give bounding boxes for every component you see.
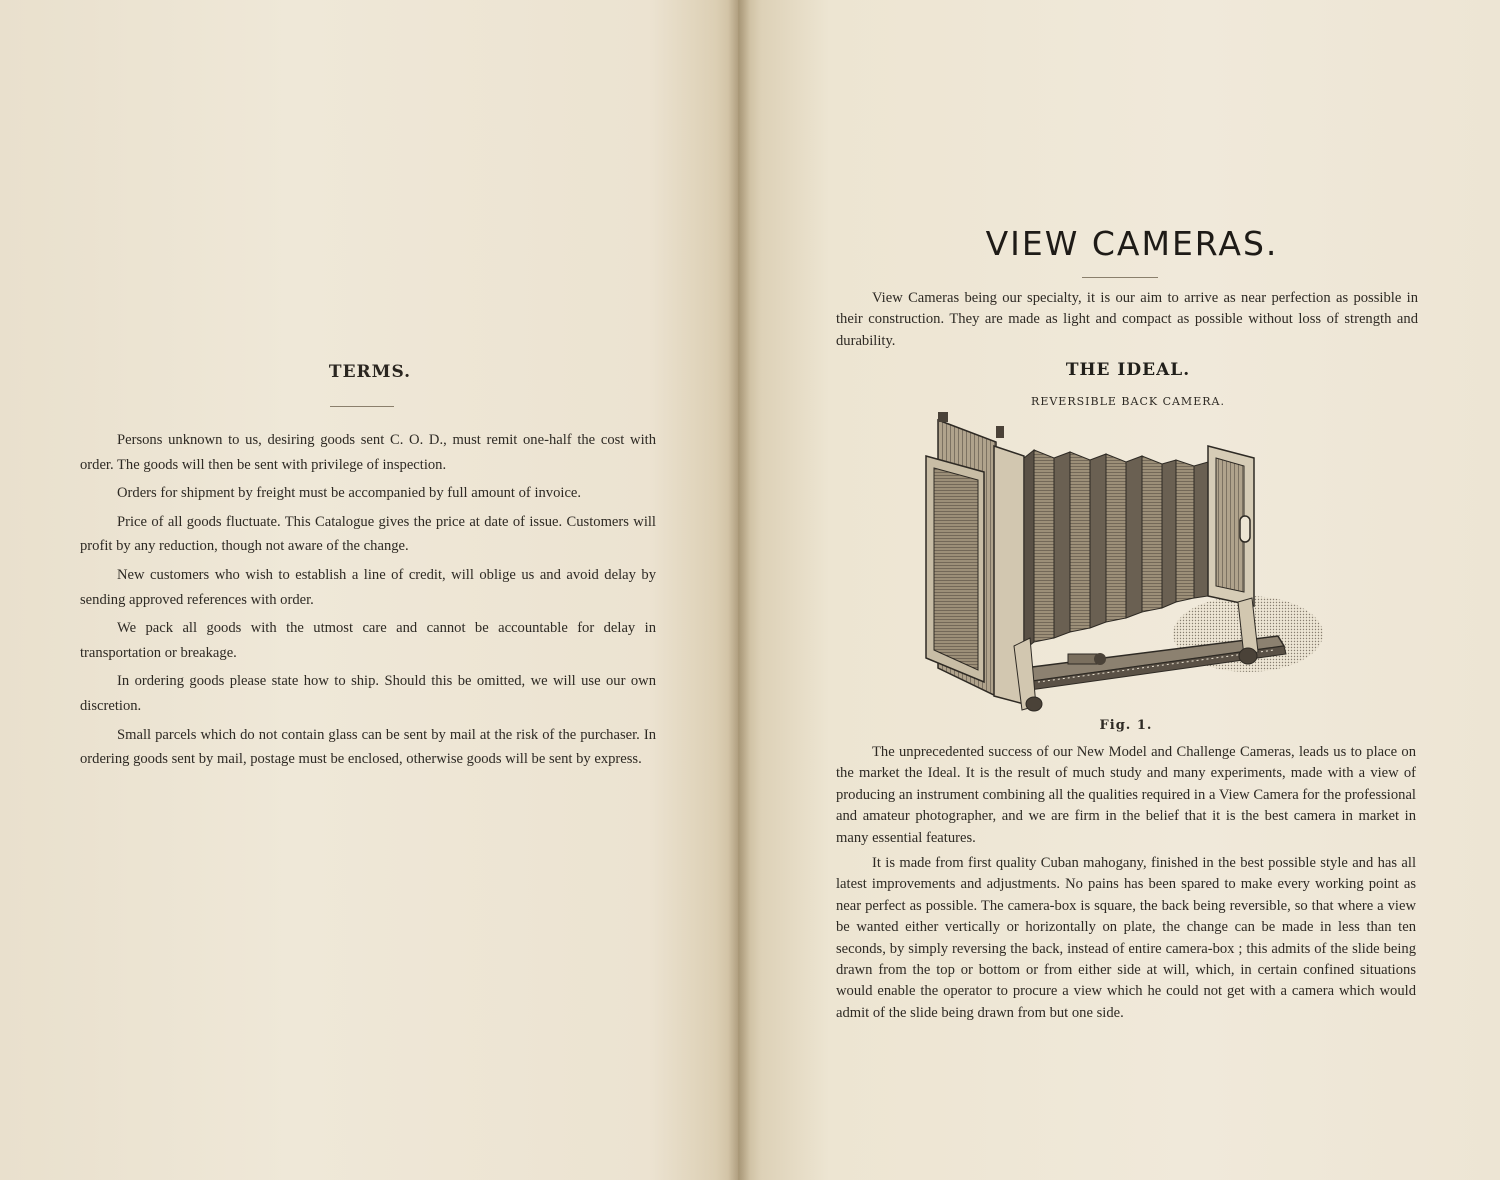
intro-paragraph: View Cameras being our specialty, it is our aim to arrive as near perfection as possible in their construction. They are made as light and compact as possible without loss of strength and durability. [836,290,1418,349]
terms-body [80,428,656,776]
terms-paragraph: New customers who wish to establish a line of credit, will oblige us and avoid delay by sending approved references with order. [80,566,656,608]
book-spine [728,0,750,1180]
terms-paragraph: Price of all goods fluctuate. This Catalogue gives the price at date of issue. Customers will profit by any reduction, though not aware of the change. [80,513,656,555]
description-paragraph: The unprecedented success of our New Model and Challenge Cameras, leads us to place on the market the Ideal. It is the result of much study and many experiments, made with a view of producing an instrument combining all the qualities required in a View Camera for the professional and amateur photographer, and we are firm in the belief that it is the best camera in market in many essential features. [836,744,1416,846]
product-heading: THE IDEAL. [1065,360,1191,380]
page-title: VIEW CAMERAS. [985,224,1279,263]
terms-paragraph: Small parcels which do not contain glass can be sent by mail at the risk of the purchaser. In ordering goods sent by mail, postage must be enclosed, otherwise goods will be sent by express. [80,726,656,768]
terms-divider [330,406,394,407]
intro-text [836,288,1418,352]
terms-paragraph: Persons unknown to us, desiring goods sent C. O. D., must remit one-half the cost with order. The goods will then be sent with privilege of inspection. [80,432,656,473]
figure-label: Fig. 1. [1099,718,1153,733]
terms-paragraph: In ordering goods please state how to ship. Should this be omitted, we will use our own discretion. [80,673,656,714]
title-divider [1082,277,1158,278]
terms-paragraph: Orders for shipment by freight must be accompanied by full amount of invoice. [117,485,582,502]
product-caption: REVERSIBLE BACK CAMERA. [1031,395,1225,408]
camera-illustration [918,406,1330,718]
description-text [836,742,1416,1028]
description-paragraph: It is made from first quality Cuban mahogany, finished in the best possible style and has all latest improvements and adjustments. No pains has been spared to make every working point as near perfect as possible. The camera-box is square, the back being reversible, so that where a view be wanted either vertically or horizontally on plate, the change can be made in less than ten seconds, by simply reversing the back, instead of entire camera-box ; this admits of the slide being drawn from the top or bottom or from either side at will, which, in certain confined situations would enable the operator to procure a view which he could not get with a camera which would admit of the slide being drawn from but one side. [836,855,1416,1021]
terms-paragraph: We pack all goods with the utmost care and cannot be accountable for delay in transportation or breakage. [80,620,656,661]
terms-heading: TERMS. [328,362,412,382]
